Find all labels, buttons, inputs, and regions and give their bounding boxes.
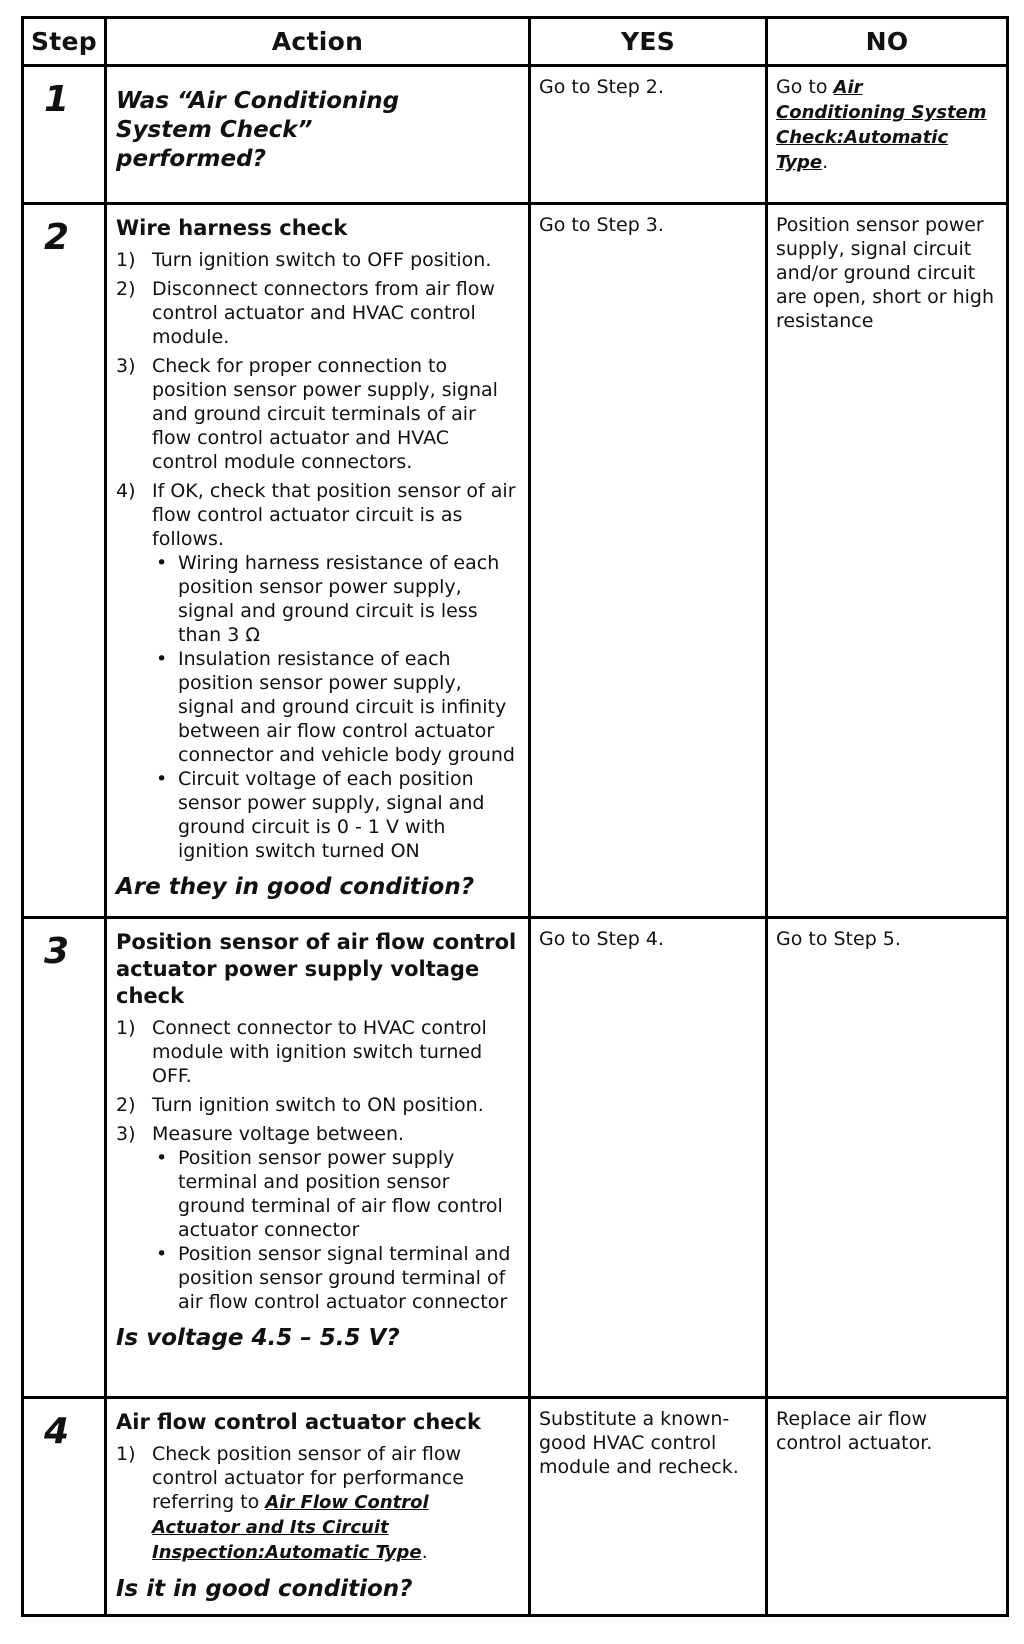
bullet-icon: • — [156, 1243, 168, 1265]
check-title: Position sensor of air flow control actuator power supply voltage check — [116, 930, 517, 1008]
bullet-icon: • — [156, 768, 168, 790]
step-number: 3 — [44, 931, 70, 972]
list-item: 3) Measure voltage between. — [116, 1123, 405, 1145]
no-text: Position sensor power supply, signal circuit and/or ground circuit are open, short or high resistance — [776, 214, 995, 332]
no-cell — [767, 918, 1008, 1398]
step-number: 1 — [44, 79, 70, 120]
yes-text: Substitute a known-good HVAC control module and recheck. — [539, 1408, 739, 1478]
list-item: 2) Turn ignition switch to ON position. — [116, 1094, 484, 1116]
action-cell — [106, 918, 530, 1398]
no-text — [768, 67, 1006, 183]
header-row — [23, 18, 1008, 66]
no-cell — [767, 1398, 1008, 1616]
bullet-item: • Wiring harness resistance of each position sensor power supply, signal and ground circuit is less than 3 Ω — [152, 551, 520, 647]
question: Is it in good condition? — [116, 1576, 413, 1602]
step-cell — [23, 204, 106, 918]
check-title: Air flow control actuator check — [116, 1410, 481, 1434]
bullet-icon: • — [156, 1147, 168, 1169]
question: Are they in good condition? — [116, 874, 475, 900]
header-step: Step — [23, 18, 106, 66]
header-yes: YES — [530, 18, 767, 66]
question: Is voltage 4.5 – 5.5 V? — [116, 1325, 400, 1351]
bullet-item: • Circuit voltage of each position sensor power supply, signal and ground circuit is 0 - 1 V with ignition switch turned ON — [152, 767, 520, 863]
yes-cell — [530, 204, 767, 918]
list-item: 1) Check position sensor of air flow control actuator for performance referring to Air Flow Control Actuator and Its Circuit Inspection:Automatic Type. — [116, 1443, 464, 1563]
yes-text: Go to Step 2. — [539, 76, 664, 98]
action-cell — [106, 1398, 530, 1616]
list-item: 1) Turn ignition switch to OFF position. — [116, 249, 492, 271]
check-title: Wire harness check — [116, 216, 348, 240]
list-item: 3) Check for proper connection to position sensor power supply, signal and ground circuit terminals of air flow control actuator and HVAC control module connectors. — [116, 355, 498, 473]
yes-text: Go to Step 4. — [539, 928, 664, 950]
yes-cell — [530, 918, 767, 1398]
bullet-item: • Position sensor signal terminal and position sensor ground terminal of air flow control actuator connector — [152, 1242, 520, 1314]
step-number: 4 — [44, 1411, 70, 1452]
bullet-item: • Position sensor power supply terminal and position sensor ground terminal of air flow control actuator connector — [152, 1146, 520, 1242]
bullet-icon: • — [156, 552, 168, 574]
no-cell — [767, 66, 1008, 204]
step-cell — [23, 66, 106, 204]
no-cell — [767, 204, 1008, 918]
bullet-icon: • — [156, 648, 168, 670]
action-cell — [106, 66, 530, 204]
header-action: Action — [106, 18, 530, 66]
list-item: 1) Connect connector to HVAC control module with ignition switch turned OFF. — [116, 1017, 487, 1087]
no-text: Go to Step 5. — [776, 928, 901, 950]
step-number: 2 — [44, 217, 70, 258]
diagnostic-table — [21, 16, 1009, 1617]
no-prefix: Go to — [776, 76, 834, 98]
no-suffix: . — [822, 151, 829, 173]
air-conditioning-system-check-link[interactable]: Air Conditioning System Check:Automatic Type — [776, 77, 987, 173]
yes-cell — [530, 66, 767, 204]
table-row — [23, 66, 1008, 204]
air-flow-control-actuator-inspection-link[interactable]: Air Flow Control Actuator and Its Circuit Inspection:Automatic Type — [152, 1492, 429, 1563]
header-no: NO — [767, 18, 1008, 66]
table-row — [23, 1398, 1008, 1616]
table-row — [23, 918, 1008, 1398]
no-text: Replace air flow control actuator. — [776, 1408, 933, 1454]
question: Was “Air Conditioning System Check” performed? — [116, 88, 400, 172]
yes-text: Go to Step 3. — [539, 214, 664, 236]
step-cell — [23, 918, 106, 1398]
action-cell — [106, 204, 530, 918]
table-row — [23, 204, 1008, 918]
step-cell — [23, 1398, 106, 1616]
list-item: 2) Disconnect connectors from air flow control actuator and HVAC control module. — [116, 278, 495, 348]
list-item: 4) If OK, check that position sensor of air flow control actuator circuit is as follows. — [116, 480, 516, 550]
bullet-item: • Insulation resistance of each position sensor power supply, signal and ground circuit is infinity between air flow control actuator connector and vehicle body ground — [152, 647, 520, 767]
yes-cell — [530, 1398, 767, 1616]
